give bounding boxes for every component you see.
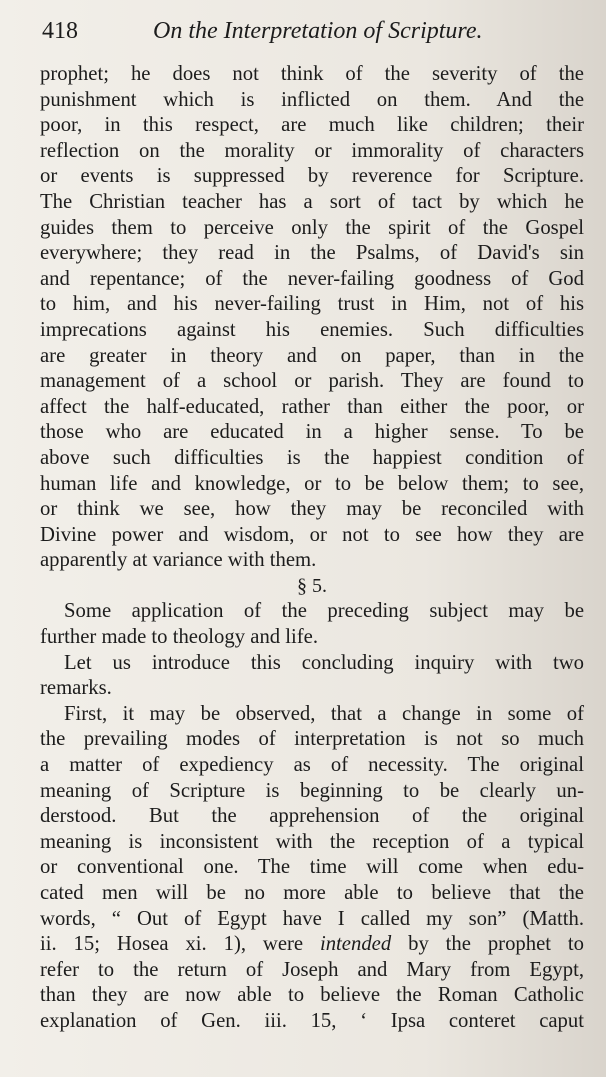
text-line: Let us introduce this concluding inquiry with two (64, 651, 584, 674)
text-line: those who are educated in a higher sense. To be (40, 421, 584, 444)
text-line: reflection on the morality or immorality of characters (40, 139, 584, 162)
text-line: management of a school or parish. They are found to (40, 370, 584, 393)
page-header (40, 18, 566, 52)
italic-word: intended (319, 933, 392, 956)
text-line: than they are now able to believe the Roman Catholic (40, 984, 584, 1007)
text-line: explanation of Gen. iii. 15, ‘ Ipsa conteret caput (40, 1009, 584, 1032)
text-line (40, 932, 584, 958)
text-line: remarks. (40, 677, 112, 700)
text-line: the prevailing modes of interpretation is not so much (40, 728, 584, 751)
text-line: guides them to perceive only the spirit of the Gospel (40, 216, 584, 239)
text-line: further made to theology and life. (40, 626, 319, 649)
text-line: Divine power and wisdom, or not to see how they are (40, 523, 584, 546)
text-fragment: by the prophet to (408, 933, 585, 956)
text-line: everywhere; they read in the Psalms, of David's sin (40, 242, 584, 265)
text-line: refer to the return of Joseph and Mary from Egypt, (40, 958, 584, 981)
text-line: First, it may be observed, that a change in some of (64, 702, 584, 725)
text-line: or conventional one. The time will come when edu- (40, 856, 584, 879)
text-line: affect the half-educated, rather than either the poor, or (40, 395, 584, 418)
text-line: meaning of Scripture is beginning to be clearly un- (40, 779, 584, 802)
text-line: above such difficulties is the happiest condition of (40, 446, 584, 469)
text-line: punishment which is inflicted on them. And the (40, 88, 584, 111)
page-number: 418 (42, 18, 78, 44)
text-line: imprecations against his enemies. Such difficulties (40, 318, 584, 341)
text-line: are greater in theory and on paper, than in the (40, 344, 584, 367)
text-line: or think we see, how they may be reconciled with (40, 498, 584, 521)
text-line: poor, in this respect, are much like children; their (40, 114, 584, 137)
text-fragment: ii. 15; Hosea xi. 1), were (40, 933, 304, 956)
text-line: derstood. But the apprehension of the original (40, 805, 584, 828)
text-line: to him, and his never-failing trust in Him, not of his (40, 293, 584, 316)
text-line: prophet; he does not think of the severity of the (40, 63, 584, 85)
text-line: human life and knowledge, or to be below them; to see, (40, 472, 584, 495)
text-line: The Christian teacher has a sort of tact by which he (40, 190, 584, 213)
body-text (40, 62, 584, 1035)
text-line: or events is suppressed by reverence for Scripture. (40, 165, 584, 188)
text-line: apparently at variance with them. (40, 549, 317, 572)
text-line: cated men will be no more able to believe that the (40, 882, 584, 904)
text-line: meaning is inconsistent with the reception of a typical (40, 830, 584, 853)
running-title: On the Interpretation of Scripture. (153, 18, 483, 44)
text-line: a matter of expediency as of necessity. The original (40, 754, 584, 777)
text-line: Some application of the preceding subject may be (64, 600, 584, 623)
section-heading: § 5. (297, 574, 327, 597)
text-line: words, “ Out of Egypt have I called my son” (Matth. (40, 907, 584, 930)
text-line: and repentance; of the never-failing goodness of God (40, 267, 584, 290)
